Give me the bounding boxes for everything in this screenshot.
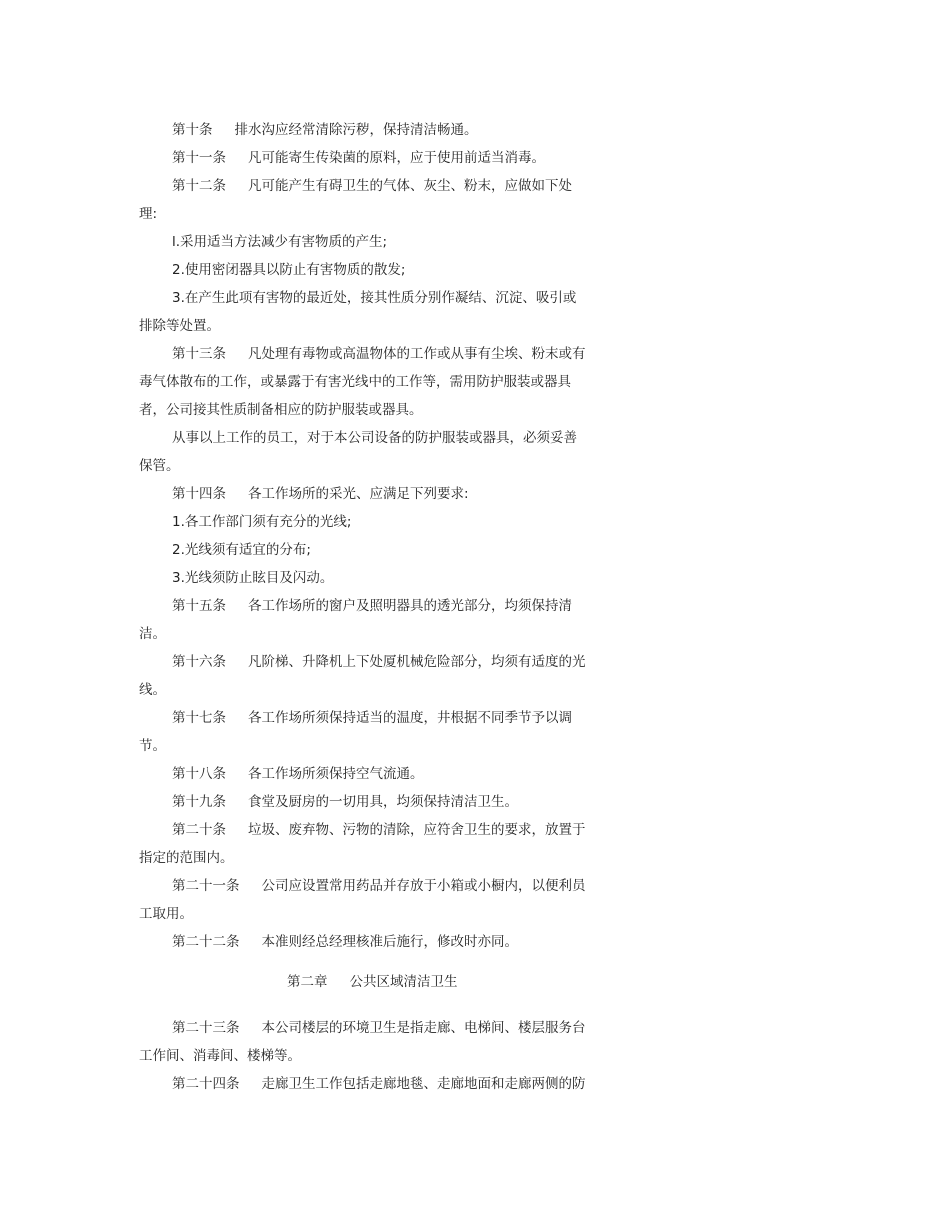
line-text: 2.光线须有适宜的分布;: [172, 542, 311, 558]
line-text: 工作间、消毒间、楼梯等。: [139, 1048, 301, 1064]
line-text: 1.各工作部门须有充分的光线;: [172, 514, 352, 530]
article-number: 第十条: [172, 122, 213, 138]
text-line: [139, 312, 621, 340]
line-text: 排水沟应经常清除污秽，保持清洁畅通。: [234, 122, 478, 138]
text-line: [139, 172, 621, 200]
article-number: 第十八条: [172, 766, 226, 782]
text-line: [139, 256, 621, 284]
line-text: 排除等处置。: [139, 318, 220, 334]
line-text: 3.在产生此项有害物的最近处，接其性质分别作凝结、沉淀、吸引或: [172, 290, 577, 306]
article-number: 第十五条: [172, 598, 226, 614]
text-line: [139, 452, 621, 480]
article-number: 第二十三条: [172, 1020, 240, 1036]
line-text: 工取用。: [139, 906, 193, 922]
text-line: [139, 704, 621, 732]
article-number: 第二十二条: [172, 934, 240, 950]
text-line: [139, 340, 621, 368]
text-line: [139, 592, 621, 620]
text-line: [139, 144, 621, 172]
text-line: [139, 228, 621, 256]
line-text: 从事以上工作的员工，对于本公司设备的防护服装或器具，必须妥善: [172, 430, 577, 446]
text-line: [139, 116, 621, 144]
text-line: [139, 200, 621, 228]
text-line: [139, 284, 621, 312]
line-text: 凡处理有毒物或高温物体的工作或从事有尘埃、粉末或有: [248, 346, 586, 362]
article-list-continued: [139, 1014, 621, 1098]
text-line: [139, 928, 621, 956]
article-number: 第十二条: [172, 178, 226, 194]
text-line: [139, 396, 621, 424]
text-line: [139, 816, 621, 844]
line-text: 各工作场所须保持空气流通。: [248, 766, 424, 782]
line-text: 3.光线须防止眩目及闪动。: [172, 570, 334, 586]
line-text: 各工作场所的窗户及照明器具的透光部分，均须保持清: [248, 598, 572, 614]
article-number: 第十一条: [172, 150, 226, 166]
text-line: [139, 676, 621, 704]
text-line: [139, 844, 621, 872]
line-text: 洁。: [139, 626, 166, 642]
line-text: 线。: [139, 682, 166, 698]
text-line: [139, 424, 621, 452]
document-body: [139, 116, 621, 1098]
text-line: [139, 648, 621, 676]
line-text: 者，公司接其性质制备相应的防护服装或器具。: [139, 402, 423, 418]
article-number: 第二十条: [172, 822, 226, 838]
line-text: 食堂及厨房的一切用具，均须保持清洁卫生。: [248, 794, 518, 810]
text-line: [139, 1070, 621, 1098]
text-line: [139, 760, 621, 788]
line-text: 保管。: [139, 458, 180, 474]
chapter-label: 第二章: [287, 974, 328, 990]
article-number: 第十六条: [172, 654, 226, 670]
text-line: [139, 1014, 621, 1042]
line-text: 垃圾、废弃物、污物的清除，应符舍卫生的要求，放置于: [248, 822, 586, 838]
line-text: 2.使用密闭器具以防止有害物质的散发;: [172, 262, 406, 278]
text-line: [139, 368, 621, 396]
article-number: 第十七条: [172, 710, 226, 726]
text-line: [139, 872, 621, 900]
line-text: 毒气体散布的工作，或暴露于有害光线中的工作等，需用防护服装或器具: [139, 374, 571, 390]
article-number: 第二十一条: [172, 878, 240, 894]
article-number: 第十三条: [172, 346, 226, 362]
line-text: 走廊卫生工作包括走廊地毯、走廊地面和走廊两侧的防: [261, 1076, 586, 1092]
text-line: [139, 536, 621, 564]
line-text: 各工作场所的采光、应满足下列要求:: [248, 486, 469, 502]
article-number: 第十九条: [172, 794, 226, 810]
line-text: 本公司楼层的环境卫生是指走廊、电梯间、楼层服务台: [261, 1020, 586, 1036]
text-line: [139, 620, 621, 648]
line-text: 节。: [139, 738, 166, 754]
article-number: 第十四条: [172, 486, 226, 502]
text-line: [139, 788, 621, 816]
line-text: 本准则经总经理核准后施行，修改时亦同。: [261, 934, 518, 950]
line-text: l.采用适当方法减少有害物质的产生;: [172, 234, 388, 250]
text-line: [139, 480, 621, 508]
text-line: [139, 900, 621, 928]
chapter-title: 公共区域清洁卫生: [349, 974, 458, 990]
line-text: 指定的范围内。: [139, 850, 234, 866]
line-text: 公司应设置常用药品并存放于小箱或小橱内，以便利员: [261, 878, 586, 894]
line-text: 理:: [139, 206, 158, 222]
text-line: [139, 732, 621, 760]
chapter-heading: [139, 968, 621, 996]
line-text: 凡阶梯、升降机上下处厦机械危险部分，均须有适度的光: [248, 654, 586, 670]
line-text: 凡可能寄生传染菌的原料，应于使用前适当消毒。: [248, 150, 545, 166]
line-text: 各工作场所须保持适当的温度，井根据不同季节予以调: [248, 710, 572, 726]
article-number: 第二十四条: [172, 1076, 240, 1092]
article-list: [139, 116, 621, 956]
text-line: [139, 1042, 621, 1070]
text-line: [139, 564, 621, 592]
line-text: 凡可能产生有碍卫生的气体、灰尘、粉末，应做如下处: [248, 178, 572, 194]
text-line: [139, 508, 621, 536]
